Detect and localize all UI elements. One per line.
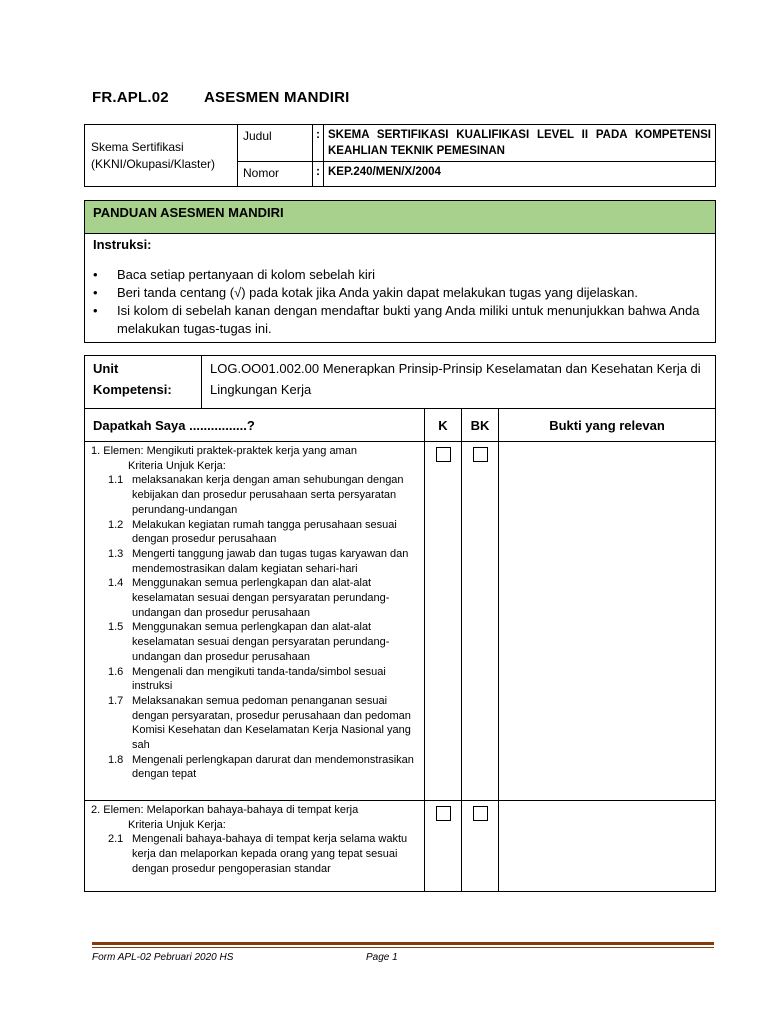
- criterion-num: 1.2: [108, 518, 124, 531]
- bk-header: BK: [462, 409, 499, 442]
- criterion: [91, 518, 418, 547]
- nomor-colon: :: [313, 162, 324, 187]
- footer-rule-thin: [92, 947, 714, 948]
- judul-colon: :: [313, 125, 324, 162]
- footer-form: Form APL-02 Pebruari 2020 HS: [92, 952, 234, 963]
- criterion: [91, 665, 418, 694]
- kriteria-label: Kriteria Unjuk Kerja:: [128, 818, 226, 831]
- criterion-text: Melakukan kegiatan rumah tangga perusahaan sesuai dengan prosedur perusahaan: [132, 518, 397, 546]
- unit-label-line1: Unit: [93, 361, 119, 376]
- criterion-text: melaksanakan kerja dengan aman sehubungan dengan kebijakan dan prosedur perusahaan serta persyaratan perundang-undangan: [132, 474, 404, 516]
- criterion: [91, 832, 418, 876]
- criterion-num: 1.5: [108, 621, 124, 634]
- element-2: [85, 801, 425, 892]
- instruksi-item: • Baca setiap pertanyaan di kolom sebelah kiri: [93, 266, 707, 284]
- page-heading: [92, 89, 350, 106]
- criterion: [91, 620, 418, 664]
- criterion-num: 1.8: [108, 753, 124, 766]
- kriteria-label: Kriteria Unjuk Kerja:: [128, 459, 226, 472]
- criterion-num: 1.7: [108, 694, 124, 707]
- skema-label-line2: (KKNI/Okupasi/Klaster): [91, 156, 216, 171]
- k-header: K: [425, 409, 462, 442]
- instruksi-list: [93, 266, 707, 338]
- criterion: [91, 547, 418, 576]
- nomor-value: KEP.240/MEN/X/2004: [324, 162, 716, 187]
- bk-cell: [462, 442, 499, 801]
- criterion-text: Menggunakan semua perlengkapan dan alat-alat keselamatan sesuai dengan persyaratan perundang-undangan dan prosedur perusahaan: [132, 621, 390, 663]
- element-title: 2. Elemen: Melaporkan bahaya-bahaya di tempat kerja: [91, 804, 359, 816]
- unit-value: LOG.OO01.002.00 Menerapkan Prinsip-Prinsip Keselamatan dan Kesehatan Kerja di Lingkungan Kerja: [202, 356, 716, 409]
- criterion-text: Mengenali dan mengikuti tanda-tanda/simbol sesuai instruksi: [132, 665, 386, 693]
- instruksi-item: • Isi kolom di sebelah kanan dengan mendaftar bukti yang Anda miliki untuk menunjukkan bahwa Anda melakukan tugas-tugas ini.: [93, 302, 707, 338]
- form-code: FR.APL.02: [92, 89, 169, 106]
- criterion-num: 1.6: [108, 665, 124, 678]
- skema-table: [84, 124, 716, 187]
- skema-label-line1: Skema Sertifikasi: [91, 139, 184, 154]
- criterion-num: 1.3: [108, 547, 124, 560]
- instruksi-label: Instruksi:: [93, 237, 152, 252]
- panduan-table: [84, 200, 716, 343]
- bk-cell: [462, 801, 499, 892]
- k-cell: [425, 801, 462, 892]
- footer-page: Page 1: [366, 952, 398, 963]
- bukti-cell[interactable]: [499, 801, 716, 892]
- criterion-num: 2.1: [108, 833, 124, 846]
- criterion: [91, 694, 418, 753]
- element-title: 1. Elemen: Mengikuti praktek-praktek kerja yang aman: [91, 445, 357, 457]
- k-checkbox[interactable]: [436, 806, 451, 821]
- criterion-num: 1.1: [108, 474, 124, 487]
- instruksi-section: [85, 234, 716, 343]
- panduan-title: PANDUAN ASESMEN MANDIRI: [85, 201, 716, 234]
- question-header: Dapatkah Saya ................?: [85, 409, 425, 442]
- skema-label: [85, 125, 238, 187]
- k-checkbox[interactable]: [436, 447, 451, 462]
- criterion-text: Mengerti tanggung jawab dan tugas tugas karyawan dan mendemostrasikan dalam kegiatan sehari-hari: [132, 547, 409, 575]
- criterion-text: Menggunakan semua perlengkapan dan alat-alat keselamatan sesuai dengan persyaratan perundang-undangan dan prosedur perusahaan: [132, 577, 390, 619]
- unit-label: [85, 356, 202, 409]
- criterion: [91, 473, 418, 517]
- bukti-cell[interactable]: [499, 442, 716, 801]
- unit-table: [84, 355, 716, 892]
- element-1: [85, 442, 425, 801]
- bukti-header: Bukti yang relevan: [499, 409, 716, 442]
- bk-checkbox[interactable]: [473, 806, 488, 821]
- nomor-label: Nomor: [238, 162, 313, 187]
- judul-label: Judul: [238, 125, 313, 162]
- criterion-text: Mengenali bahaya-bahaya di tempat kerja selama waktu kerja dan melaporkan kepada orang yang tepat sesuai dengan prosedur pengoperasian standar: [132, 833, 408, 875]
- criterion-num: 1.4: [108, 577, 124, 590]
- criterion: [91, 576, 418, 620]
- criterion: [91, 753, 418, 782]
- k-cell: [425, 442, 462, 801]
- judul-value: SKEMA SERTIFIKASI KUALIFIKASI LEVEL II PADA KOMPETENSI KEAHLIAN TEKNIK PEMESINAN: [324, 125, 716, 162]
- form-title: ASESMEN MANDIRI: [204, 89, 350, 106]
- instruksi-item: • Beri tanda centang (√) pada kotak jika Anda yakin dapat melakukan tugas yang dijelaskan.: [93, 284, 707, 302]
- criterion-text: Mengenali perlengkapan darurat dan mendemonstrasikan dengan tepat: [132, 753, 414, 781]
- footer-rule: [92, 942, 714, 945]
- bk-checkbox[interactable]: [473, 447, 488, 462]
- criterion-text: Melaksanakan semua pedoman penanganan sesuai dengan persyaratan, prosedur perusahaan dan pedoman Komisi Kesehatan dan Keselamatan Kerja Nasional yang sah: [132, 694, 411, 752]
- unit-label-line2: Kompetensi:: [93, 382, 172, 397]
